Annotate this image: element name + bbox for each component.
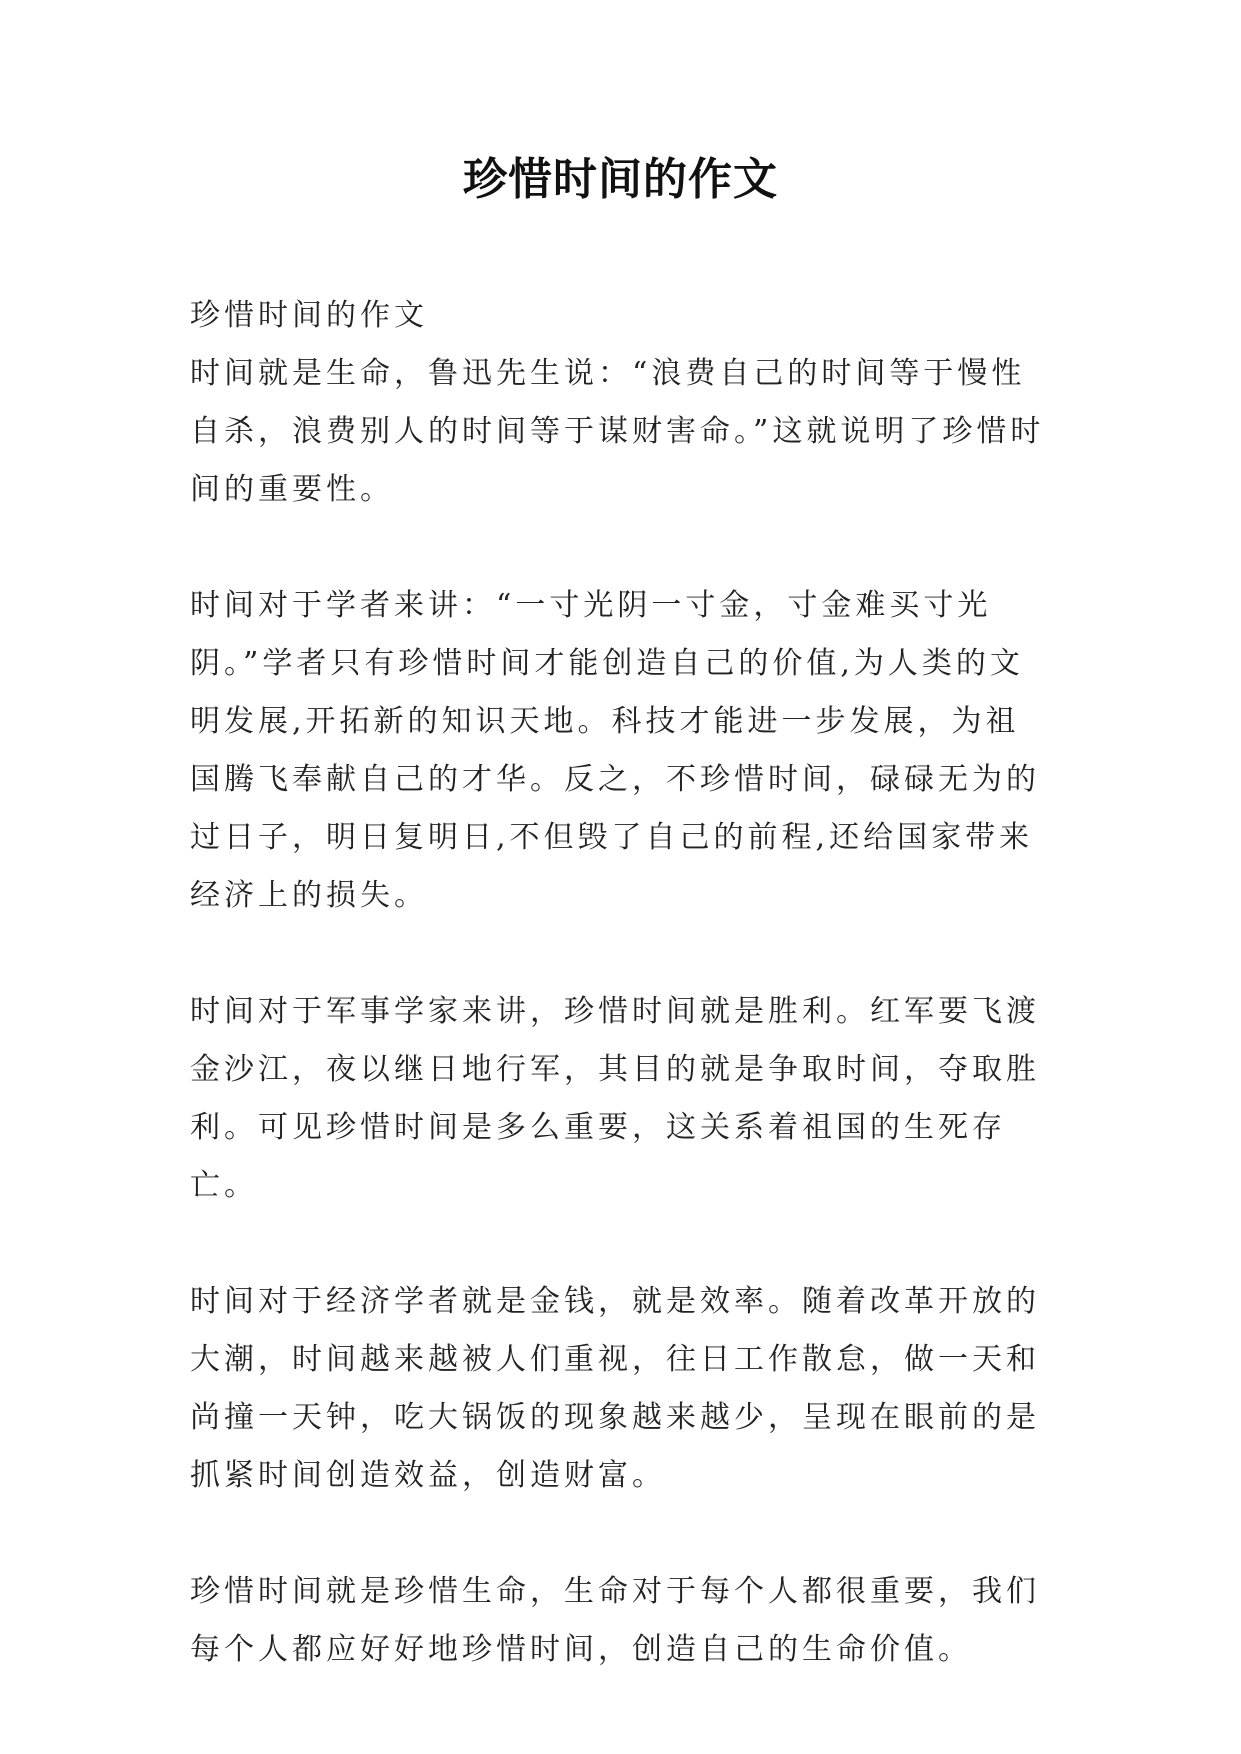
document-body [190, 287, 1052, 1679]
body-heading: 珍惜时间的作文 [190, 298, 428, 333]
paragraph-3: 时间对于军事学家来讲，珍惜时间就是胜利。红军要飞渡金沙江，夜以继日地行军，其目的就是争取时间，夺取胜利。可见珍惜时间是多么重要，这关系着祖国的生死存亡。 [190, 994, 1040, 1203]
paragraph-1: 时间就是生命，鲁迅先生说：“浪费自己的时间等于慢性自杀，浪费别人的时间等于谋财害命。”这就说明了珍惜时间的重要性。 [190, 356, 1045, 507]
paragraph-5: 珍惜时间就是珍惜生命，生命对于每个人都很重要，我们每个人都应好好地珍惜时间，创造自己的生命价值。 [190, 1574, 1040, 1667]
document-title: 珍惜时间的作文 [463, 154, 778, 205]
paragraph-2: 时间对于学者来讲：“一寸光阴一寸金，寸金难买寸光阴。”学者只有珍惜时间才能创造自己的价值,为人类的文明发展,开拓新的知识天地。科技才能进一步发展，为祖国腾飞奉献自己的才华。反之，不珍惜时间，碌碌无为的过日子，明日复明日,不但毁了自己的前程,还给国家带来经济上的损失。 [190, 588, 1040, 913]
paragraph-4: 时间对于经济学者就是金钱，就是效率。随着改革开放的大潮，时间越来越被人们重视，往日工作散怠，做一天和尚撞一天钟，吃大锅饭的现象越来越少，呈现在眼前的是抓紧时间创造效益，创造财富。 [190, 1284, 1040, 1493]
